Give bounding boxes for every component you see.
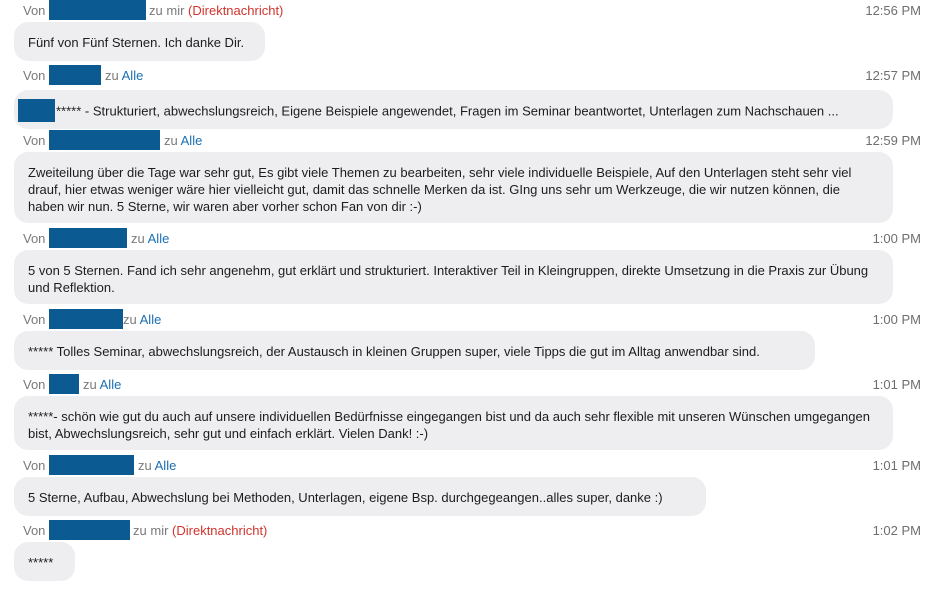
from-label: Von bbox=[23, 231, 46, 246]
recipient-all-link[interactable]: Alle bbox=[99, 377, 122, 392]
to-label: zu bbox=[123, 312, 137, 327]
message-bubble bbox=[14, 331, 815, 370]
message-text: ***** Tolles Seminar, abwechslungsreich, der Austausch in kleinen Gruppen super, viele Tipps die gut im Alltag anwendbar sind. bbox=[28, 344, 760, 359]
redacted-sender bbox=[49, 309, 123, 329]
message-text: Fünf von Fünf Sternen. Ich danke Dir. bbox=[28, 35, 245, 50]
chat-message bbox=[0, 309, 937, 370]
from-label: Von bbox=[23, 3, 46, 18]
from-label: Von bbox=[23, 312, 46, 327]
message-time: 1:00 PM bbox=[872, 231, 921, 246]
from-label: Von bbox=[23, 377, 46, 392]
message-text: 5 Sterne, Aufbau, Abwechslung bei Methoden, Unterlagen, eigene Bsp. durchgegeangen..alles super, danke :) bbox=[28, 490, 663, 505]
from-label: Von bbox=[23, 458, 46, 473]
redacted-sender bbox=[49, 0, 146, 20]
redacted-sender bbox=[49, 374, 79, 394]
to-label: zu bbox=[83, 377, 97, 392]
message-header bbox=[0, 228, 937, 250]
to-label: zu bbox=[105, 68, 119, 83]
message-time: 12:56 PM bbox=[865, 3, 921, 18]
message-text: ***** - Strukturiert, abwechslungsreich, Eigene Beispiele angewendet, Fragen im Seminar beantwortet, Unterlagen zum Nachschauen ... bbox=[56, 103, 839, 119]
chat-message bbox=[0, 374, 937, 450]
recipient-all-link[interactable]: Alle bbox=[147, 231, 170, 246]
message-time: 1:01 PM bbox=[872, 458, 921, 473]
recipient-mir: mir bbox=[166, 3, 185, 18]
message-text: ***** bbox=[28, 555, 54, 570]
redacted-sender bbox=[49, 228, 127, 248]
message-bubble bbox=[14, 477, 706, 516]
message-header bbox=[0, 65, 937, 87]
message-bubble bbox=[14, 250, 893, 304]
from-label: Von bbox=[23, 133, 46, 148]
to-label: zu bbox=[138, 458, 152, 473]
message-bubble bbox=[14, 90, 893, 129]
recipient-all-link[interactable]: Alle bbox=[180, 133, 203, 148]
redacted-sender bbox=[49, 130, 160, 150]
direct-message-note: (Direktnachricht) bbox=[188, 3, 284, 18]
message-bubble bbox=[14, 542, 75, 581]
redacted-sender bbox=[49, 455, 134, 475]
chat-message bbox=[0, 0, 937, 61]
recipient-all-link[interactable]: Alle bbox=[154, 458, 177, 473]
message-time: 1:02 PM bbox=[872, 523, 921, 538]
from-label: Von bbox=[23, 68, 46, 83]
message-text: *****- schön wie gut du auch auf unsere individuellen Bedürfnisse eingegangen bist und da auch sehr flexible mit unseren Wünschen umgegangen bist, Abwechslungsreich, sehr gut und einfach erklärt. Vielen Dank! :-) bbox=[28, 409, 870, 441]
message-header bbox=[0, 309, 937, 331]
message-header bbox=[0, 130, 937, 152]
to-label: zu bbox=[149, 3, 163, 18]
message-header bbox=[0, 0, 937, 22]
message-time: 12:59 PM bbox=[865, 133, 921, 148]
message-bubble bbox=[14, 22, 265, 61]
recipient-all-link[interactable]: Alle bbox=[139, 312, 162, 327]
message-time: 12:57 PM bbox=[865, 68, 921, 83]
chat-message bbox=[0, 455, 937, 516]
to-label: zu bbox=[131, 231, 145, 246]
direct-message-note: (Direktnachricht) bbox=[172, 523, 268, 538]
redacted-name bbox=[18, 99, 55, 122]
message-bubble bbox=[14, 152, 893, 223]
redacted-sender bbox=[49, 65, 101, 85]
recipient-mir: mir bbox=[150, 523, 169, 538]
chat-message bbox=[0, 65, 937, 129]
message-time: 1:00 PM bbox=[872, 312, 921, 327]
message-time: 1:01 PM bbox=[872, 377, 921, 392]
chat-message bbox=[0, 228, 937, 304]
to-label: zu bbox=[133, 523, 147, 538]
to-label: zu bbox=[164, 133, 178, 148]
recipient-all-link[interactable]: Alle bbox=[121, 68, 144, 83]
chat-message bbox=[0, 130, 937, 223]
redacted-sender bbox=[49, 520, 130, 540]
message-text: Zweiteilung über die Tage war sehr gut, Es gibt viele Themen zu bearbeiten, sehr viele individuelle Beispiele, Auf den Unterlagen steht sehr viel drauf, hier etwas weniger wäre hier vielleicht gut, damit das schnelle Merken da ist. GIng uns sehr um Werkzeuge, die wir nutzen können, die haben wir nun. 5 Sterne, wir waren aber vorher schon Fan von dir :-) bbox=[28, 165, 852, 214]
message-bubble bbox=[14, 396, 893, 450]
message-header bbox=[0, 374, 937, 396]
from-label: Von bbox=[23, 523, 46, 538]
message-header bbox=[0, 455, 937, 477]
message-text: 5 von 5 Sternen. Fand ich sehr angenehm, gut erklärt und strukturiert. Interaktiver Teil in Kleingruppen, direkte Umsetzung in die Praxis zur Übung und Reflektion. bbox=[28, 263, 869, 295]
message-header bbox=[0, 520, 937, 542]
chat-message bbox=[0, 520, 937, 581]
